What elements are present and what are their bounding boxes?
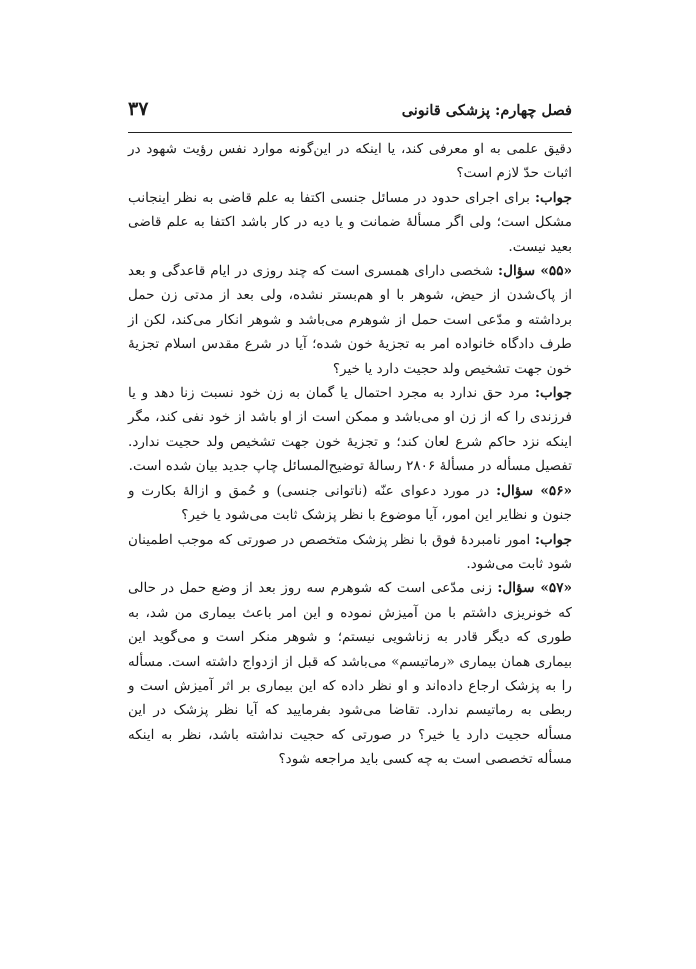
paragraph-text: امور نامبردهٔ فوق با نظر پزشک متخصص در صورتی که موجب اطمینان شود ثابت می‌شود.: [128, 531, 572, 572]
page-number: ۳۷: [128, 98, 149, 120]
question-number: «۵۵»: [535, 263, 572, 280]
paragraph-text: شخصی دارای همسری است که چند روزی در ایام قاعدگی و بعد از پاک‌شدن از حیض، شوهر با او هم‌بستر نشده، ولی بعد از مدتی زن حمل برداشته و مدّعی است حمل از شوهرم می‌باشد و شوهر انکار می‌کند، لکن از طرف دادگاه خانواده امر به تجزیهٔ خون شده؛ آیا در شرع مقدس اسلام تجزیهٔ خون جهت تشخیص ولد حجیت دارد یا خیر؟: [128, 263, 572, 377]
question-number: «۵۷»: [534, 580, 572, 597]
question-paragraph: [128, 259, 572, 381]
paragraph-text: زنی مدّعی است که شوهرم سه روز بعد از وضع حمل در حالی که خونریزی داشتم با من آمیزش نموده و این امر باعث بیماری من شد، به طوری که دیگر قادر به زناشویی نیستم؛ و شوهر منکر است و می‌گوید این بیماری همان بیماری «رماتیسم» می‌باشد که قبل از ازدواج داشته است. مسأله را به پزشک ارجاع داده‌اند و او نظر داده که این بیماری بر اثر آمیزش است و ربطی به رماتیسم ندارد. تقاضا می‌شود بفرمایید که آیا نظر پزشک در این مسأله حجیت دارد یا خیر؟ در صورتی که حجیت نداشته باشد، نظر به اینکه مسأله تخصصی است به چه کسی باید مراجعه شود؟: [128, 580, 572, 768]
answer-paragraph: [128, 186, 572, 259]
question-number: «۵۶»: [533, 482, 573, 499]
answer-label: جواب:: [534, 385, 572, 402]
answer-label: جواب:: [534, 189, 572, 206]
question-label: سؤال:: [497, 580, 535, 597]
paragraph-text: مرد حق ندارد به مجرد احتمال یا گمان به زن خود نسبت زنا دهد و یا فرزندی را که از زن او می‌باشد و ممکن است از او باشد از خود نفی کند، مگر اینکه نزد حاکم شرع لعان کند؛ و تجزیهٔ خون جهت تشخیص ولد حجیت ندارد. تفصیل مسأله در مسألهٔ ۲۸۰۶ رسالهٔ توضیح‌المسائل چاپ جدید بیان شده است.: [128, 385, 572, 475]
question-label: سؤال:: [496, 482, 534, 499]
paragraph-text: در مورد دعوای عنّه (ناتوانی جنسی) و حُمق و ازالهٔ بکارت و جنون و نظایر این امور، آیا موضوع با نظر پزشک ثابت می‌شود یا خیر؟: [128, 482, 572, 524]
answer-label: جواب:: [534, 531, 572, 548]
paragraph-text: برای اجرای حدود در مسائل جنسی اکتفا به علم قاضی به نظر اینجانب مشکل است؛ ولی اگر مسألهٔ ضمانت و یا دیه در کار باشد اکتفا به علم قاضی بعید نیست.: [128, 189, 572, 255]
chapter-title: فصل چهارم: پزشکی قانونی: [401, 102, 572, 119]
question-paragraph: [128, 479, 572, 528]
question-paragraph: [128, 576, 572, 771]
paragraph-continuation: [128, 137, 572, 186]
question-label: سؤال:: [498, 263, 536, 280]
page-header: [128, 98, 572, 133]
answer-paragraph: [128, 381, 572, 479]
paragraph-text: دقیق علمی به او معرفی کند، یا اینکه در این‌گونه موارد نفس رؤیت شهود در اثبات حدّ لازم است؟: [128, 141, 572, 182]
page-body: [128, 137, 572, 772]
answer-paragraph: [128, 528, 572, 577]
